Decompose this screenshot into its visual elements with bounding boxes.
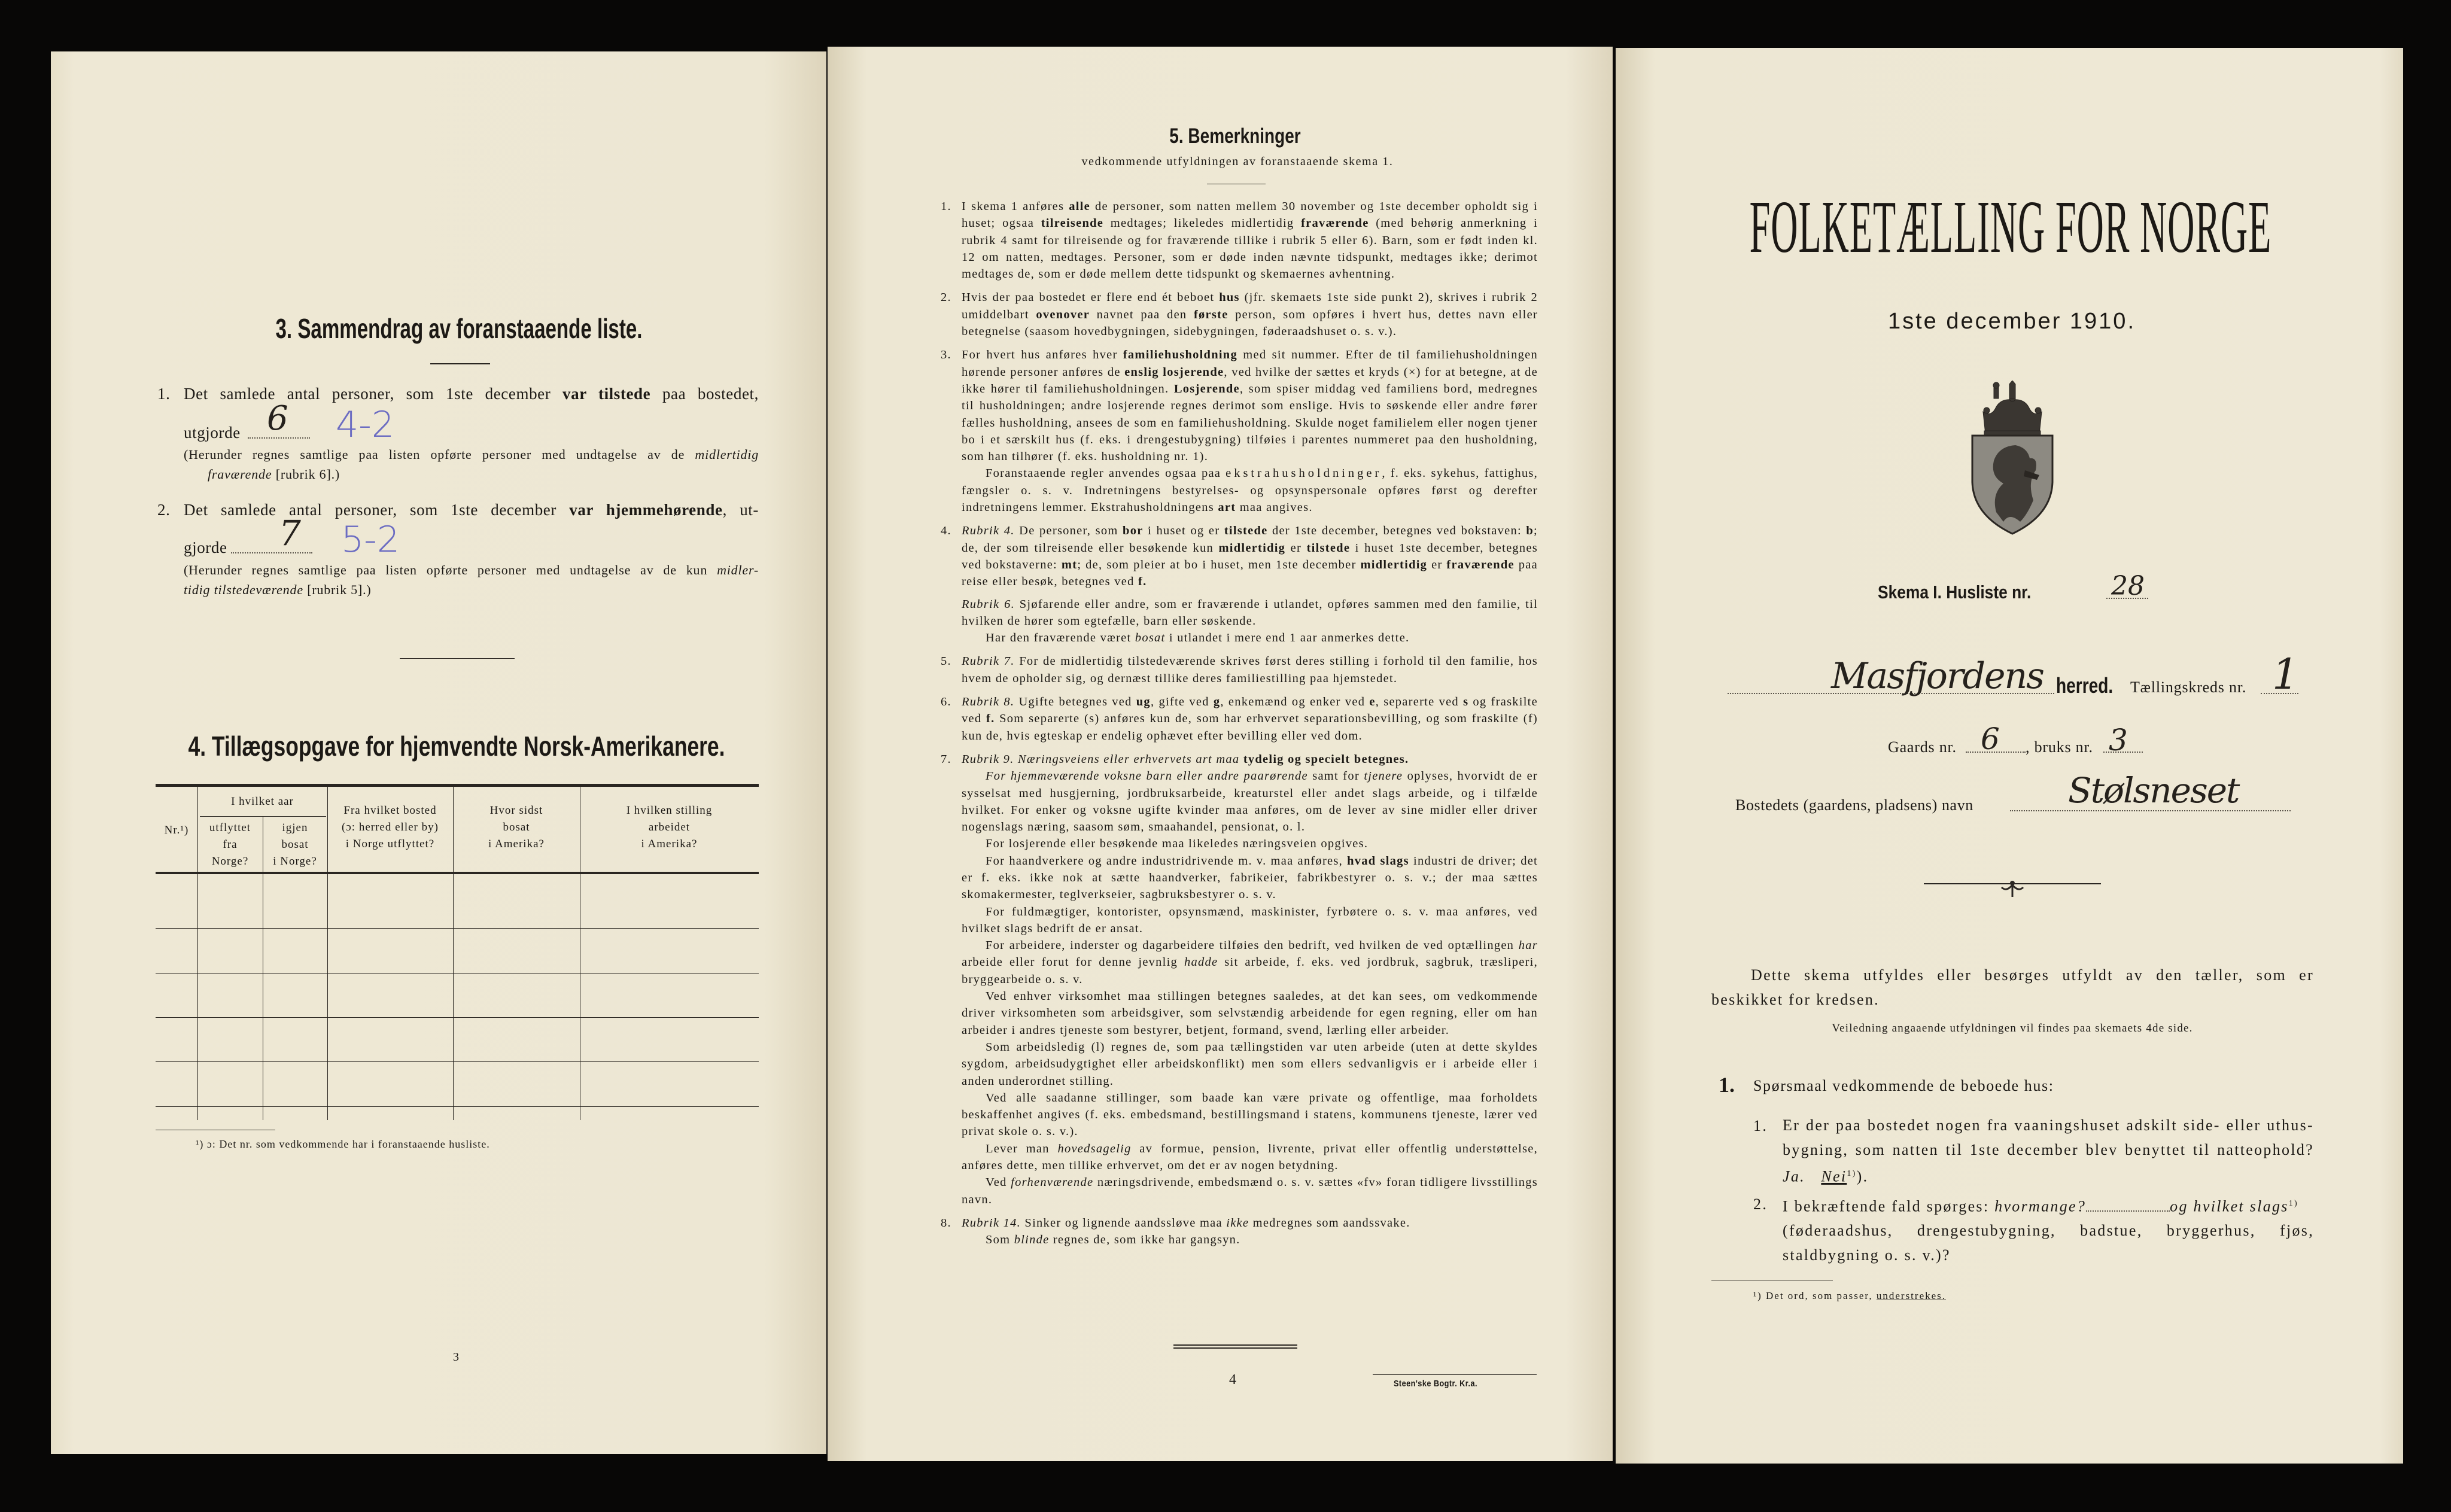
text: , gifte ved: [1150, 695, 1214, 709]
question-text: Er der paa bostedet nogen fra vaaningshuset adskilt side- eller uthus-bygning, som natten til 1ste december blev benyttet til natteophold?: [1783, 1116, 2314, 1158]
text: paa bostedet,: [650, 385, 759, 403]
text: For fuldmægtiger, kontorister, opsynsmænd, maskinister, fyrbøtere o. s. v. maa anføres, ved hvilket slags bedrift de er ansat.: [962, 905, 1538, 935]
remark-paragraph: [962, 522, 1538, 590]
bold-text: e: [1369, 695, 1376, 709]
text: oplyses, hvorvidt de er sysselsat med husgjerning, jordbruksarbeide, kreaturstel eller andet slags arbeide, og i tilfælde hvilket. For enker og voksne ugifte kvinder maa anføres, om de lever av sine midler eller driver nogenslags næring, saasom søm, smaahandel, pensionat, o. l.: [962, 769, 1538, 834]
bold-text: ovenover: [1036, 308, 1090, 321]
double-rule: [1173, 1344, 1297, 1346]
utgjorde-label: utgjorde: [184, 424, 241, 442]
text: ; de, der som tilreisende eller besøkende kun: [962, 524, 1538, 555]
text: er: [1285, 541, 1307, 555]
text: (Herunder regnes samtlige paa listen opførte personer med undtagelse av de: [184, 447, 695, 462]
text: [rubrik 6].): [272, 467, 340, 482]
col-header-returned: igjen bosat i Norge?: [273, 821, 317, 868]
remark-number: 5.: [941, 655, 951, 668]
bold-text: f.: [986, 712, 995, 726]
remark-number: 6.: [941, 695, 951, 709]
remark-paragraph: [962, 346, 1538, 465]
section-3-heading: 3. Sammendrag av foranstaaende liste.: [275, 313, 643, 344]
italic-text: Rubrik 9. Næringsveiens eller erhvervets art maa: [962, 752, 1240, 766]
present-pencil-note: 4-2: [336, 404, 394, 446]
bold-text: hus: [1219, 291, 1240, 305]
remark-paragraph: [962, 1215, 1538, 1231]
italic-text: har: [1518, 939, 1538, 953]
text: (med behørig anmerkning i rubrik 4 samt for tilreisende og for fraværende tillike i rubrik 5 eller 6). Barn, som er født inden kl. 12 om natten, medtages. Personer, som er døde inden nævnte tidspunkt, medtages ikke; derimot medtages de, som er døde mellem dette tidspunkt og skemaernes avhentning.: [962, 217, 1538, 281]
remark-paragraph: [962, 903, 1538, 938]
item-2-text: [184, 502, 759, 518]
text: av formue, pension, livrente, privat eller offentlig understøttelse, anføres dette, men tillike erhvervet, om det er av nogen betydning.: [962, 1142, 1538, 1173]
text: Foranstaaende regler anvendes ogsaa paa: [986, 467, 1226, 480]
remark-paragraph: [962, 1039, 1538, 1090]
item-1-number: 1.: [157, 385, 171, 403]
text: Lever man: [986, 1142, 1058, 1155]
item-2-note: [184, 564, 759, 577]
text: ¹) Det ord, som passer,: [1753, 1290, 1877, 1301]
coat-of-arms-icon: [1968, 381, 2057, 535]
bold-text: familiehusholdning: [1123, 348, 1237, 362]
hvormange-field[interactable]: [2086, 1210, 2170, 1212]
kreds-label: Tællingskreds nr.: [2130, 679, 2247, 696]
bold-text: ug: [1136, 695, 1151, 709]
text: Som separerte (s) anføres kun de, som har erhvervet separationsbevilling, og som fraskilte (f) kun de, hvis egteskap er endelig ophævet efter bevilling eller ved dom.: [962, 712, 1538, 743]
remark-item: [941, 522, 1538, 646]
footnote-ref: 1): [2288, 1199, 2298, 1208]
item-2-number: 2.: [157, 501, 171, 519]
remark-item: [941, 198, 1538, 282]
col-header-nr: Nr.¹): [164, 823, 189, 836]
text: , ut-: [722, 501, 759, 519]
italic-text: hadde: [1184, 956, 1218, 969]
resident-count-value: 7: [279, 513, 301, 553]
group-header-year: I hvilket aar: [231, 795, 294, 808]
text: i huset 1ste december, betegnes ved bokstaverne:: [962, 541, 1538, 571]
remark-paragraph: [962, 596, 1538, 630]
col-header-emigrated: utflyttet fra Norge?: [209, 821, 251, 868]
remarks-list: [941, 198, 1538, 1255]
text: næringsdrivende, embedsmænd o. s. v. sættes «fv» foran tidligere livsstillings navn.: [962, 1176, 1538, 1206]
schema-heading: [1878, 583, 2031, 601]
schema-label: Skema I. Husliste nr.: [1878, 582, 2032, 603]
text: Sjøfarende eller andre, som er fraværende i utlandet, opføres sammen med den familie, til hvilken de hører som egtefælle, barn eller søskende.: [962, 597, 1538, 628]
text: samt for: [1307, 769, 1364, 783]
italic-text: Rubrik 14.: [962, 1216, 1021, 1230]
bold-text: g: [1213, 695, 1221, 709]
remark-number: 2.: [941, 291, 951, 305]
herred-label: herred.: [2056, 673, 2114, 698]
table-row-line: [156, 1017, 759, 1018]
bold-text: tydelig og specielt betegnes.: [1239, 752, 1409, 766]
text: sit arbeide, f. eks. ved jordbruk, sagbruk, træsliperi, bryggearbeide o. s. v.: [962, 956, 1538, 986]
bold-text: Losjerende: [1173, 382, 1240, 396]
remark-number: 3.: [941, 348, 951, 362]
bold-text: midlertidig: [1360, 558, 1428, 571]
text: Ved alle saadanne stillinger, som baade kan være private og offentlige, maa forholdets beskaffenhet angives (f. eks. embedsmand, bestillingsmand i statens, kommunens tjeneste, lærer ved privat skole o. s. v.).: [962, 1091, 1538, 1139]
text: Ugifte betegnes ved: [1014, 695, 1136, 709]
herred-value: Masfjordens: [1831, 655, 2043, 697]
bold-text: f.: [1138, 575, 1147, 589]
text: i huset og er: [1143, 524, 1224, 538]
text: (jfr. skemaets 1ste side punkt 2), skrives i rubrik 2 umiddelbart: [962, 291, 1538, 321]
question-section-title: Spørsmaal vedkommende de beboede hus:: [1753, 1077, 2054, 1094]
remark-item: [941, 289, 1538, 340]
text: er: [1427, 558, 1447, 571]
text: i utlandet i mere end 1 aar anmerkes dette.: [1165, 631, 1410, 645]
bruks-value: 3: [2109, 723, 2128, 757]
ornament-icon: [1923, 877, 2102, 900]
bold-text: midlertidig: [1218, 541, 1286, 555]
footnote-ref: 1): [1847, 1169, 1857, 1178]
census-title: FOLKETÆLLING FOR NORGE: [1749, 186, 2272, 269]
remark-paragraph: [962, 1174, 1538, 1208]
bold-text: tilreisende: [1041, 217, 1104, 230]
italic-text: fraværende: [208, 467, 272, 482]
printer-imprint: Steen'ske Bogtr. Kr.a.: [1394, 1379, 1477, 1389]
remark-paragraph: [962, 198, 1538, 282]
bold-text: var hjemmehørende: [569, 501, 723, 519]
text: Ved: [986, 1176, 1011, 1189]
text: , f. eks. sykehus, fattighus, fængsler o. s. v. Indretningens bestyrelses- og opsynspersonale opføres først og derefter indretningens lemmer. Ekstrahusholdningens: [962, 467, 1538, 515]
text: industri de driver; det er f. eks. ikke nok at sætte haandverker, fabrikeier, fabrikbestyrer o. s. v.; der maa sættes skomakermester, teglverkseier, sagbruksbestyrer o. s. v.: [962, 854, 1538, 902]
italic-text: og hvilket slags: [2170, 1197, 2289, 1215]
col-header-last-residence: Hvor sidst bosat i Amerika?: [488, 804, 545, 850]
text: Sinker og lignende aandssløve maa: [1021, 1216, 1227, 1230]
question-1: [1783, 1114, 2314, 1189]
text: For arbeidere, inderster og dagarbeidere tilføies den bedrift, ved hvilken de ved optællingen: [986, 939, 1519, 953]
underlined-text: understrekes.: [1876, 1290, 1947, 1301]
question-2: [1783, 1192, 2314, 1267]
col-header-occupation: I hvilken stilling arbeidet i Amerika?: [626, 804, 713, 850]
text: maa angives.: [1236, 501, 1313, 515]
text: Ved enhver virksomhet maa stillingen betegnes saaledes, at det kan sees, om vedkommende driver virksomheten som arbeidsgiver, som selvstændig arbeidende for egen regning, eller om han arbeider i andres tjeneste som bestyrer, betjent, formand, svend, lærling eller arbeider.: [962, 990, 1538, 1037]
question-section-number: 1.: [1719, 1073, 1735, 1097]
text: , enkemænd og enker ved: [1220, 695, 1370, 709]
text: De personer, som: [1014, 524, 1123, 538]
remark-paragraph: [962, 768, 1538, 835]
gaards-value: 6: [1981, 722, 2000, 756]
text: Har den fraværende været: [986, 631, 1135, 645]
table-row-line: [156, 1106, 759, 1107]
table-row-line: [156, 928, 759, 929]
remark-item: [941, 346, 1538, 516]
intro-text: Dette skema utfyldes eller besørges utfyldt av den tæller, som er beskikket for kredsen.: [1711, 966, 2314, 1008]
table-footnote: ¹) ɔ: Det nr. som vedkommende har i foranstaaende husliste.: [196, 1138, 490, 1150]
remark-paragraph: [962, 693, 1538, 744]
text: For losjerende eller besøkende maa likeledes næringsveien opgives.: [986, 837, 1369, 851]
remark-item: [941, 693, 1538, 744]
spaced-text: ekstrahusholdninger: [1226, 467, 1382, 480]
text: ; de, som pleier at bo i huset, men 1ste december: [1077, 558, 1361, 571]
bold-text: fraværende: [1446, 558, 1515, 571]
text: person, som opføres i hvert hus, dettes navn eller betegnelse (saasom hovedbygningen, sidebygningen, føderaadshuset o. s. v.).: [962, 308, 1538, 339]
bold-text: art: [1218, 501, 1236, 515]
text: I skema 1 anføres: [962, 200, 1069, 213]
bold-text: hvad slags: [1347, 854, 1409, 868]
text: regnes de, som ikke har gangsyn.: [1049, 1233, 1240, 1247]
present-count-value: 6: [267, 399, 288, 438]
text: , separerte ved: [1375, 695, 1464, 709]
bold-text: tilstede: [1224, 524, 1268, 538]
double-rule: [1173, 1347, 1297, 1349]
text: medtages; likeledes midlertidig: [1103, 217, 1301, 230]
remark-paragraph: [962, 1090, 1538, 1140]
remark-number: 7.: [941, 752, 951, 766]
item-1-note: [184, 448, 759, 461]
census-date: 1ste december 1910.: [1887, 309, 2136, 334]
text: der 1ste december, betegnes ved bokstaven:: [1267, 524, 1526, 538]
italic-text: hovedsagelig: [1057, 1142, 1132, 1155]
remark-paragraph: [962, 853, 1538, 903]
table-header-rule: [156, 872, 759, 874]
bold-text: var tilstede: [562, 385, 651, 403]
table-row-line: [156, 1061, 759, 1062]
item-1-note-cont: [208, 468, 340, 481]
italic-text: Rubrik 6.: [962, 597, 1015, 611]
text: (føderaadshus, drengestubygning, badstue, bryggerhus, fjøs, staldbygning o. s. v.)?: [1783, 1222, 2314, 1264]
footnote: [1753, 1291, 1946, 1301]
remark-item: [941, 1215, 1538, 1249]
remark-paragraph: [962, 289, 1538, 340]
italic-text: midler-: [717, 562, 759, 577]
text: Hvis der paa bostedet er flere end ét beboet: [962, 291, 1220, 305]
italic-text: tidig tilstedeværende: [184, 582, 303, 597]
text: For de midlertidig tilstedeværende skrives først deres stilling i forhold til den familie, hos hvem de opholder sig, og dernæst tillike deres familiestilling paa hjemstedet.: [962, 655, 1538, 685]
page-number: 4: [1229, 1372, 1236, 1388]
divider: [430, 363, 490, 364]
bosted-label: Bostedets (gaardens, pladsens) navn: [1735, 796, 1973, 814]
item-2-note-cont: [184, 583, 372, 597]
bold-text: bor: [1123, 524, 1144, 538]
gjorde-label: gjorde: [184, 539, 227, 556]
italic-text: hvormange?: [1994, 1197, 2087, 1215]
divider: [400, 658, 515, 659]
italic-text: Rubrik 8.: [962, 695, 1015, 709]
bold-text: mt: [1061, 558, 1078, 571]
printer-rule: [1373, 1374, 1537, 1375]
italic-text: Rubrik 7.: [962, 655, 1015, 668]
remark-paragraph: [962, 988, 1538, 1039]
text: Som: [986, 1233, 1014, 1247]
bosted-value: Stølsneset: [2068, 770, 2239, 811]
text: med sit nummer. Efter de til familiehusholdningen hørende personer anføres de: [962, 348, 1538, 379]
text: For haandverkere og andre industridrivende m. v. maa anføres,: [986, 854, 1348, 868]
page-number: 3: [453, 1350, 459, 1364]
guidance-note: Veiledning angaaende utfyldningen vil findes paa skemaets 4de side.: [1832, 1022, 2193, 1035]
italic-text: midlertidig: [695, 447, 759, 462]
text: navnet paa den: [1090, 308, 1194, 321]
bold-text: tilstede: [1306, 541, 1351, 555]
section-5-heading: 5. Bemerkninger: [1169, 124, 1301, 148]
italic-text: tjenere: [1364, 769, 1403, 783]
text: de personer, som natten mellem 30 november og 1ste december opholdt sig i huset; ogsaa: [962, 200, 1538, 230]
remark-item: [941, 653, 1538, 687]
italic-text: blinde: [1014, 1233, 1050, 1247]
husliste-nr-value: 28: [2111, 571, 2145, 601]
remark-paragraph: [962, 937, 1538, 988]
question-1-number: 1.: [1753, 1117, 1768, 1134]
remark-number: 4.: [941, 524, 951, 538]
remark-paragraph: [962, 751, 1538, 768]
text: medregnes som aandssvake.: [1249, 1216, 1410, 1230]
gaards-label: Gaards nr.: [1888, 738, 1957, 756]
question-text: I bekræftende fald spørges:: [1783, 1197, 1995, 1215]
question-2-number: 2.: [1753, 1195, 1768, 1213]
text: paa reise eller besøk, betegnes ved: [962, 558, 1538, 589]
bold-text: alle: [1069, 200, 1090, 213]
kreds-value: 1: [2272, 650, 2299, 699]
remark-paragraph: [962, 1231, 1538, 1248]
text: Det samlede antal personer, som 1ste december: [184, 385, 563, 403]
resident-pencil-note: 5-2: [341, 519, 400, 561]
text: , som spiser middag ved familiens bord, medregnes til husholdningen; andre losjerende regnes derimot som enslige. Hvis to søskende eller andre fører fælles husholdning, ansees de som en familiehusholdning. Skulde noget familielem eller nogen tjener bo i et særskilt hus (f. eks. i drengestubygning) tilføies i parentes nummeret paa den husholdning, som han tilhører (f. eks. husholdning nr. 1).: [962, 382, 1538, 464]
answer-ja[interactable]: Ja.: [1783, 1167, 1805, 1185]
remark-paragraph: [962, 653, 1538, 687]
text: Det samlede antal personer, som 1ste december: [184, 501, 570, 519]
col-header-from-place: Fra hvilket bosted (ɔ: herred eller by) i Norge utflyttet?: [342, 804, 439, 850]
italic-text: Rubrik 4.: [962, 524, 1015, 538]
answer-nei[interactable]: Nei: [1821, 1167, 1847, 1185]
remark-item: [941, 751, 1538, 1208]
bold-text: s: [1463, 695, 1469, 709]
section-5-subtitle: vedkommende utfyldningen av foranstaaende skema 1.: [1081, 155, 1394, 168]
remark-paragraph: [962, 1140, 1538, 1175]
remark-paragraph: [962, 465, 1538, 516]
italic-text: bosat: [1135, 631, 1166, 645]
text: , ved hvilke der sættes et kryds (×) for at betegne, at de ikke hører til familiehusholdningen.: [962, 365, 1538, 396]
bold-text: første: [1193, 308, 1228, 321]
text: Som arbeidsledig (l) regnes de, som paa tællingstiden var uten arbeide (uten at dette skyldes sygdom, arbeidsudygtighet eller arbeidskonflikt) men som ellers sedvanligvis er i arbeide eller i anden underordnet stilling.: [962, 1040, 1538, 1088]
text: ).: [1856, 1167, 1869, 1185]
remark-paragraph: [962, 835, 1538, 852]
italic-text: For hjemmeværende voksne barn eller andre paarørende: [986, 769, 1308, 783]
text: For hvert hus anføres hver: [962, 348, 1123, 362]
text: arbeide eller forut for denne jevnlig: [962, 956, 1184, 969]
bold-text: b: [1526, 524, 1534, 538]
remark-number: 8.: [941, 1216, 951, 1230]
text: (Herunder regnes samtlige paa listen opførte personer med undtagelse av de kun: [184, 562, 717, 577]
remark-paragraph: [962, 629, 1538, 646]
remark-number: 1.: [941, 200, 951, 213]
table-top-rule: [156, 784, 759, 787]
italic-text: ikke: [1226, 1216, 1249, 1230]
italic-text: forhenværende: [1011, 1176, 1094, 1189]
bold-text: enslig losjerende: [1124, 365, 1224, 379]
text: og fraskilte ved: [962, 695, 1538, 726]
text: [rubrik 5].): [303, 582, 372, 597]
section-4-heading: 4. Tillægsopgave for hjemvendte Norsk-Amerikanere.: [188, 731, 725, 762]
bruks-label: , bruks nr.: [2026, 738, 2093, 756]
bold-text: fraværende: [1301, 217, 1369, 230]
